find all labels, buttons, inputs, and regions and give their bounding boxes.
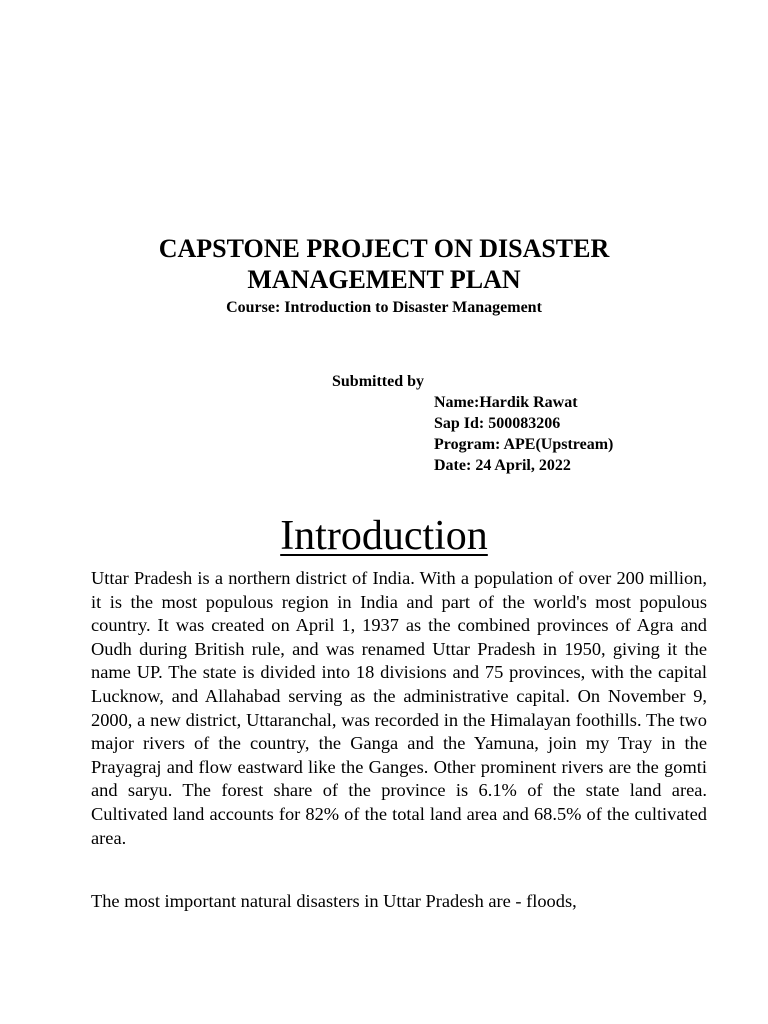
intro-paragraph-2: The most important natural disasters in Uttar Pradesh are - floods, [91, 891, 577, 911]
submission-date: Date: 24 April, 2022 [434, 457, 571, 474]
document-title-line-2: MANAGEMENT PLAN [247, 265, 521, 294]
submitter-details [434, 392, 613, 476]
submitted-by-label: Submitted by [332, 373, 425, 390]
intro-paragraph-1: Uttar Pradesh is a northern district of India. With a population of over 200 million, it is the most populous region in India and part of the world's most populous country. It was created on April 1, 1937 as the combined provinces of Agra and Oudh during British rule, and was renamed Uttar Pradesh in 1950, giving it the name UP. The state is divided into 18 divisions and 75 provinces, with the capital Lucknow, and Allahabad serving as the administrative capital. On November 9, 2000, a new district, Uttaranchal, was recorded in the Himalayan foothills. The two major rivers of the country, the Ganga and the Yamuna, join my Tray in the Prayagraj and flow eastward like the Ganges. Other prominent rivers are the gomti and saryu. The forest share of the province is 6.1% of the state land area. Cultivated land accounts for 82% of the total land area and 68.5% of the cultivated area. [91, 568, 707, 848]
course-subtitle: Course: Introduction to Disaster Management [226, 299, 542, 316]
submitter-program: Program: APE(Upstream) [434, 436, 614, 453]
section-heading-introduction: Introduction [280, 513, 488, 559]
submitter-name: Name:Hardik Rawat [434, 394, 578, 411]
submitter-sap-id: Sap Id: 500083206 [434, 415, 561, 432]
document-title-line-1: CAPSTONE PROJECT ON DISASTER [158, 234, 610, 263]
